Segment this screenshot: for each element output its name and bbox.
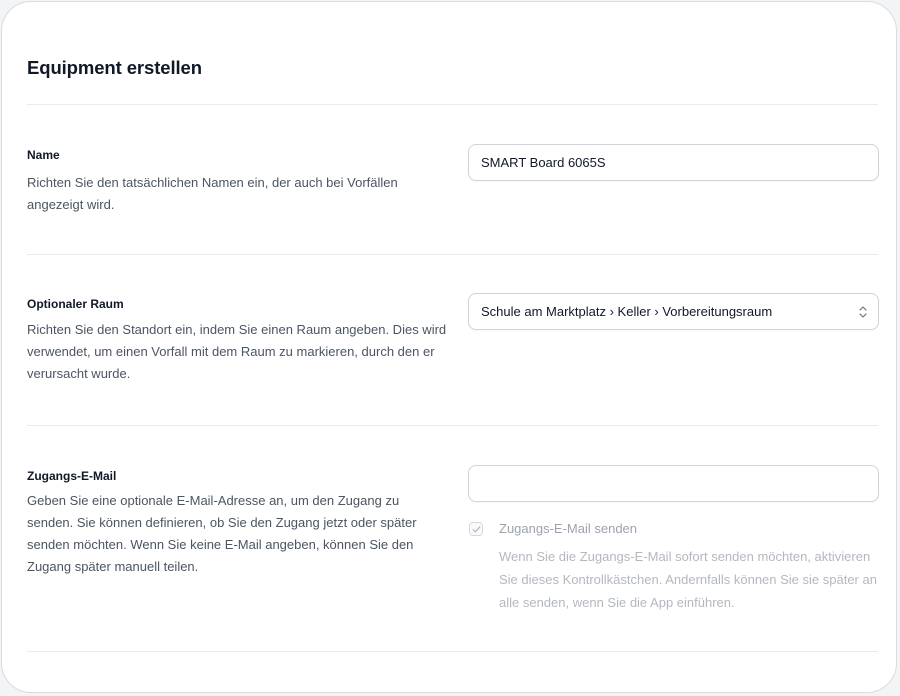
room-select-value: Schule am Marktplatz › Keller › Vorbereitungsraum: [481, 304, 773, 319]
divider: [27, 651, 878, 652]
page-title: Equipment erstellen: [27, 57, 202, 78]
room-description: Richten Sie den Standort ein, indem Sie einen Raum angeben. Dies wird verwendet, um einen Vorfall mit dem Raum zu markieren, durch den er verursacht wurde.: [27, 322, 447, 381]
send-email-checkbox-description: Wenn Sie die Zugangs-E-Mail sofort senden möchten, aktivieren Sie dieses Kontrollkästchen. Andernfalls können Sie sie später an alle senden, wenn Sie die App einführen.: [499, 549, 877, 610]
send-email-checkbox[interactable]: [469, 522, 483, 536]
email-input[interactable]: [468, 465, 879, 502]
create-equipment-card: [1, 1, 897, 693]
chevron-up-down-icon: [858, 305, 868, 319]
divider: [27, 425, 878, 426]
name-input[interactable]: [468, 144, 879, 181]
room-select[interactable]: [468, 293, 879, 330]
divider: [27, 104, 878, 105]
room-label: Optionaler Raum: [27, 297, 124, 311]
email-description: Geben Sie eine optionale E-Mail-Adresse an, um den Zugang zu senden. Sie können definieren, ob Sie den Zugang jetzt oder später senden möchten. Wenn Sie keine E-Mail angeben, können Sie den Zugang später manuell teilen.: [27, 493, 417, 574]
name-label: Name: [27, 148, 60, 162]
name-description: Richten Sie den tatsächlichen Namen ein, der auch bei Vorfällen angezeigt wird.: [27, 175, 398, 212]
send-email-checkbox-label: Zugangs-E-Mail senden: [499, 521, 638, 536]
email-label: Zugangs-E-Mail: [27, 469, 117, 483]
divider: [27, 254, 878, 255]
checkmark-icon: [472, 525, 481, 534]
